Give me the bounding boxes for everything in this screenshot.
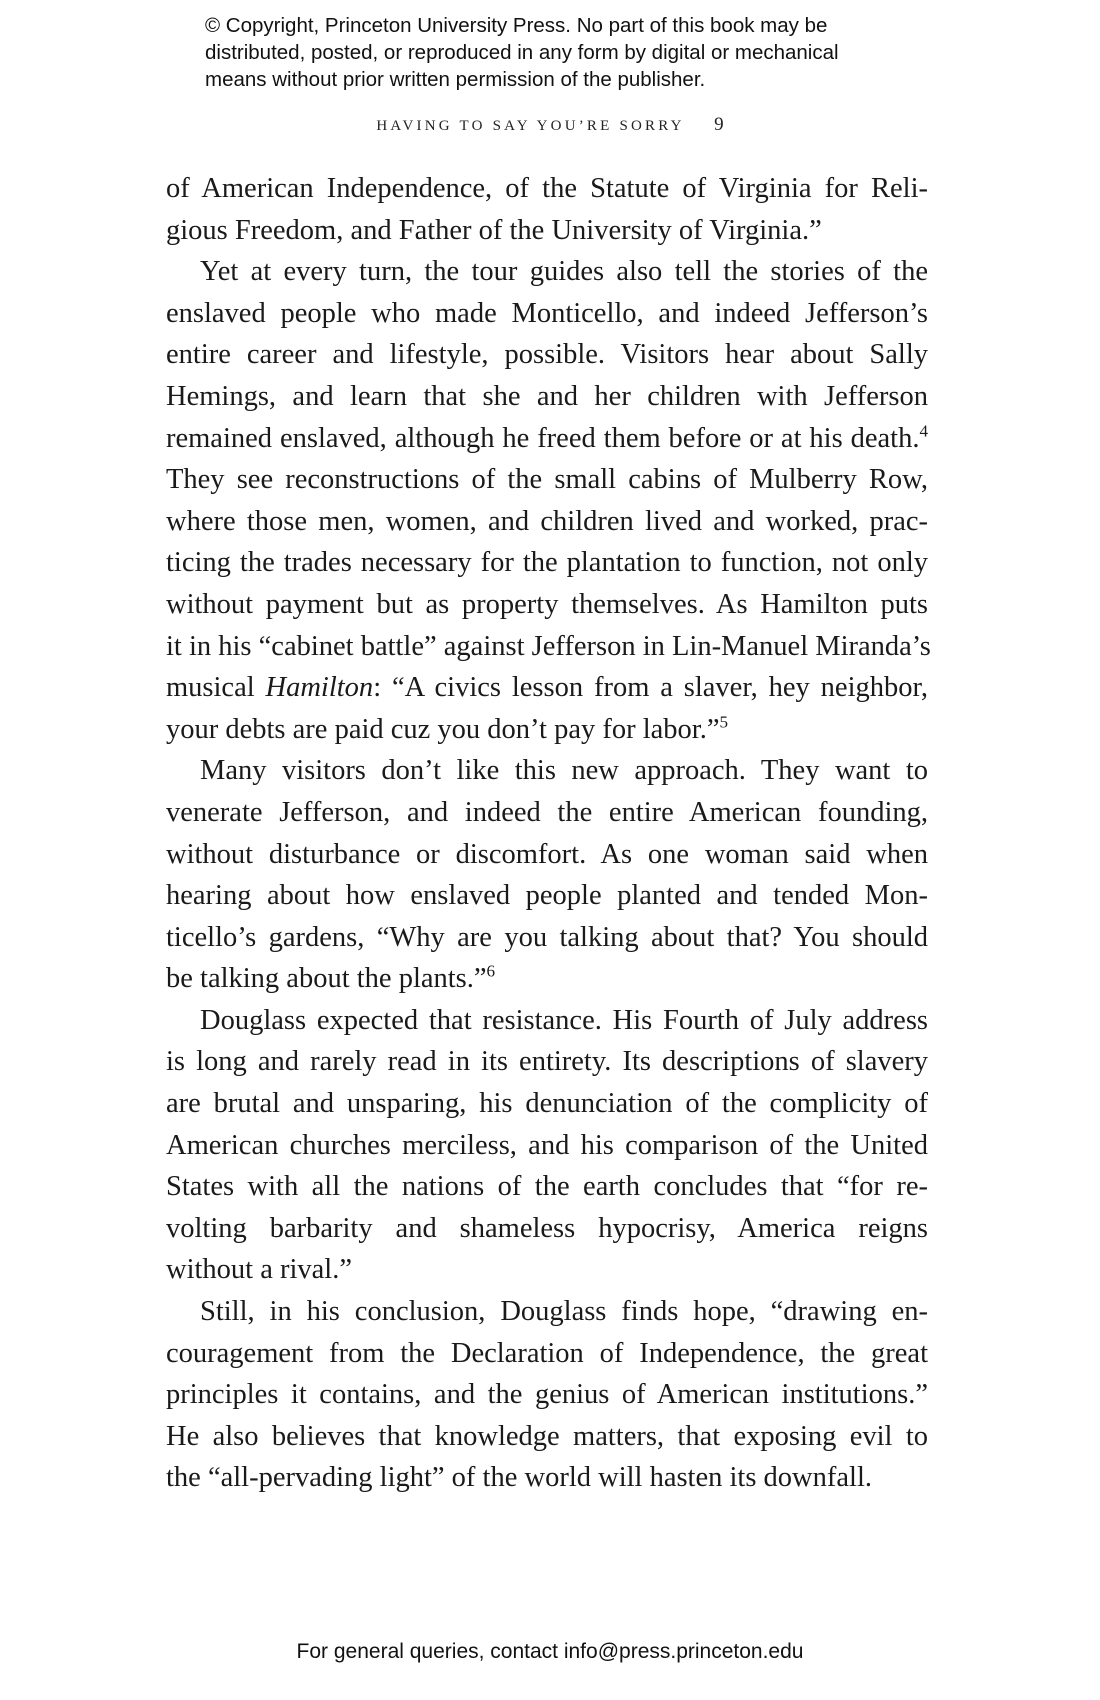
text-line [166,750,928,792]
text-line [166,667,928,709]
text-span: gious Freedom, and Father of the University of Virginia.” [166,214,822,246]
text-line [166,958,928,1000]
text-span: without a rival.” [166,1254,352,1286]
text-span: remained enslaved, although he freed them before or at his death. [166,422,920,454]
text-span: They see reconstructions of the small cabins of Mulberry Row, [166,464,928,496]
text-line [166,210,928,252]
text-line [166,626,931,668]
text-line [166,293,928,335]
text-line [166,709,928,751]
text-line [166,418,928,460]
text-span: without payment but as property themselves. As Hamilton puts [166,588,928,620]
text-line [166,168,928,210]
footnote-ref: 5 [719,712,729,732]
text-line [166,459,928,501]
text-line [166,1000,928,1042]
text-span: principles it contains, and the genius of American institutions.” [166,1379,928,1411]
text-line [166,1125,928,1167]
text-line [166,542,928,584]
text-span: ticing the trades necessary for the plantation to function, not only [166,547,928,579]
text-span: He also believes that knowledge matters, that exposing evil to [166,1420,928,1452]
copyright-line: means without prior written permission of the publisher. [205,68,706,91]
text-span: are brutal and unsparing, his denunciation of the complicity of [166,1088,928,1120]
text-span: States with all the nations of the earth concludes that “for re- [166,1171,928,1203]
text-span: of American Independence, of the Statute of Virginia for Reli- [166,173,928,204]
running-head [0,114,1100,136]
text-span: volting barbarity and shameless hypocrisy, America reigns [166,1212,928,1244]
text-line [166,1208,928,1250]
text-line [166,1249,928,1291]
text-span: Douglass expected that resistance. His Fourth of July address [200,1004,928,1036]
text-line [166,917,928,959]
text-span: ticello’s gardens, “Why are you talking about that? You should [166,921,928,953]
text-line [166,334,928,376]
text-line [166,1166,928,1208]
text-span: couragement from the Declaration of Independence, the great [166,1337,928,1369]
running-head-title: HAVING TO SAY YOU’RE SORRY [376,118,685,134]
text-span: Hemings, and learn that she and her children with Jefferson [166,380,928,412]
text-span: where those men, women, and children lived and worked, prac- [166,505,928,537]
text-line [166,251,928,293]
text-span: hearing about how enslaved people planted and tended Mon- [166,880,928,912]
text-span: Yet at every turn, the tour guides also tell the stories of the [200,256,928,288]
text-line [166,584,928,626]
copyright-line: © Copyright, Princeton University Press. No part of this book may be [205,14,828,37]
text-line [166,834,928,876]
text-span: Still, in his conclusion, Douglass finds hope, “drawing en- [200,1296,928,1328]
text-line [166,1041,928,1083]
text-span: is long and rarely read in its entirety. Its descriptions of slavery [166,1046,928,1078]
page-number: 9 [714,114,724,135]
text-span: it in his “cabinet battle” against Jefferson in Lin-Manuel Miranda’s [166,630,931,662]
copyright-notice [205,12,925,93]
text-span: : “A civics lesson from a slaver, hey neighbor, [373,672,928,704]
text-span: be talking about the plants.” [166,963,487,995]
copyright-line: distributed, posted, or reproduced in any form by digital or mechanical [205,41,839,64]
italic-title: Hamilton [265,672,374,704]
text-line [166,1374,928,1416]
text-line [166,1416,928,1458]
text-line [166,875,928,917]
text-line [166,1083,928,1125]
text-line [166,376,928,418]
text-span: without disturbance or discomfort. As one woman said when [166,838,928,870]
text-span: Many visitors don’t like this new approach. They want to [200,755,928,787]
text-span: American churches merciless, and his comparison of the United [166,1129,928,1161]
text-line [166,792,928,834]
text-line [166,1457,928,1499]
text-span: entire career and lifestyle, possible. Visitors hear about Sally [166,339,928,371]
text-span: the “all-pervading light” of the world will hasten its downfall. [166,1462,872,1494]
footnote-ref: 6 [486,961,496,981]
text-span: enslaved people who made Monticello, and indeed Jefferson’s [166,297,928,329]
body-text [166,168,931,1499]
footnote-ref: 4 [919,421,928,441]
text-line [166,501,928,543]
text-line [166,1291,928,1333]
text-span: your debts are paid cuz you don’t pay for labor.” [166,713,720,745]
footer-contact: For general queries, contact info@press.princeton.edu [296,1640,804,1663]
text-span: venerate Jefferson, and indeed the entire American founding, [166,796,928,828]
text-span: musical [166,672,266,704]
text-line [166,1333,928,1375]
